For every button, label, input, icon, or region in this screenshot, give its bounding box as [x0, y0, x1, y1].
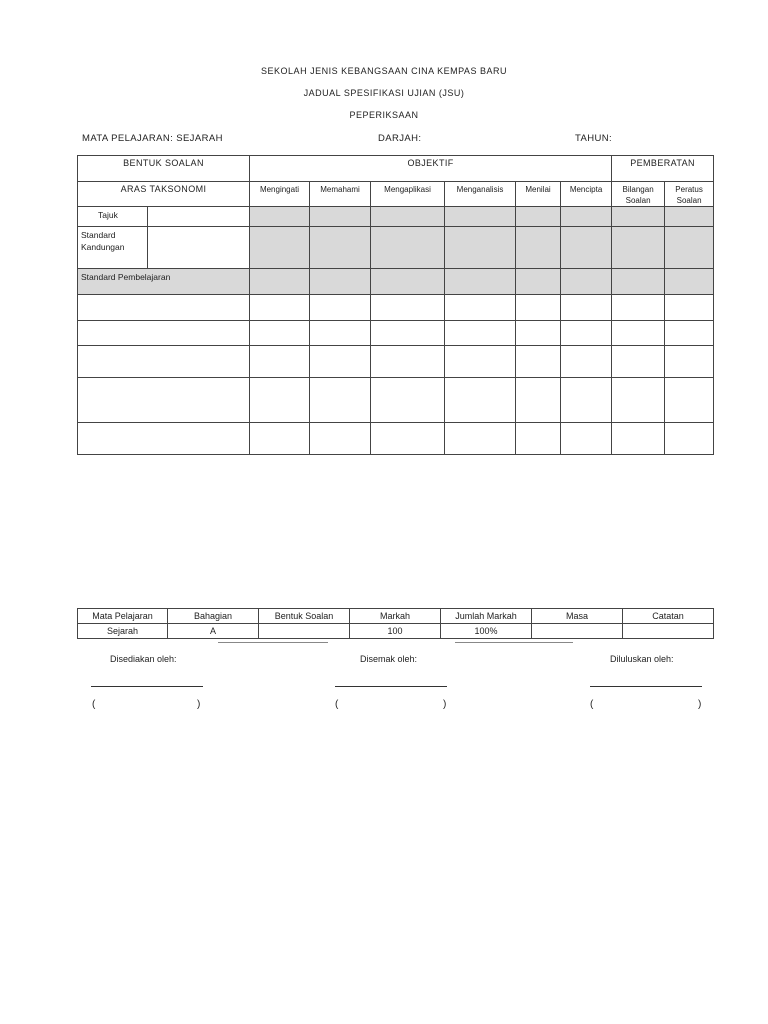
tajuk-label: Tajuk [78, 207, 148, 227]
summary-header-catatan: Catatan [623, 609, 714, 624]
summary-jumlah-markah: 100% [441, 624, 532, 639]
underline [218, 642, 328, 643]
summary-bahagian: A [168, 624, 259, 639]
level-menilai: Menilai [516, 182, 561, 207]
table-row [78, 423, 714, 455]
checked-by-label: Disemak oleh: [360, 654, 418, 664]
document-title: JADUAL SPESIFIKASI UJIAN (JSU) [303, 88, 465, 98]
table-row [78, 321, 714, 346]
peratus-soalan-header: Peratus Soalan [665, 182, 714, 207]
level-mengingati: Mengingati [250, 182, 310, 207]
summary-catatan [623, 624, 714, 639]
summary-masa [532, 624, 623, 639]
level-mencipta: Mencipta [561, 182, 612, 207]
year-label: TAHUN: [575, 133, 613, 144]
bentuk-soalan-header: BENTUK SOALAN [78, 156, 250, 182]
checked-close-paren: ) [443, 699, 447, 710]
grade-label: DARJAH: [378, 133, 422, 144]
aras-taksonomi-header: ARAS TAKSONOMI [78, 182, 250, 207]
pemberatan-header: PEMBERATAN [612, 156, 714, 182]
summary-header-bentuk-soalan: Bentuk Soalan [259, 609, 350, 624]
standard-pembelajaran-label: Standard Pembelajaran [78, 269, 250, 295]
summary-header-markah: Markah [350, 609, 441, 624]
level-memahami: Memahami [310, 182, 371, 207]
subject-label: MATA PELAJARAN: SEJARAH [82, 133, 223, 144]
prepared-close-paren: ) [197, 699, 201, 710]
summary-table [77, 608, 714, 639]
summary-header-mata-pelajaran: Mata Pelajaran [78, 609, 168, 624]
level-menganalisis: Menganalisis [445, 182, 516, 207]
checked-open-paren: ( [335, 699, 339, 710]
underline [455, 642, 573, 643]
approved-signature-line [590, 678, 702, 687]
summary-header-bahagian: Bahagian [168, 609, 259, 624]
bilangan-soalan-header: Bilangan Soalan [612, 182, 665, 207]
summary-header-jumlah-markah: Jumlah Markah [441, 609, 532, 624]
table-row [78, 346, 714, 378]
tajuk-value [148, 207, 250, 227]
prepared-by-label: Disediakan oleh: [110, 654, 177, 664]
summary-mata-pelajaran: Sejarah [78, 624, 168, 639]
standard-kandungan-value [148, 227, 250, 269]
exam-label: PEPERIKSAAN [349, 110, 419, 120]
table-row [78, 624, 714, 639]
objektif-header: OBJEKTIF [250, 156, 612, 182]
prepared-signature-line [91, 678, 203, 687]
table-row [78, 378, 714, 423]
school-name: SEKOLAH JENIS KEBANGSAAN CINA KEMPAS BARU [261, 66, 507, 76]
jsu-table [77, 155, 714, 455]
approved-open-paren: ( [590, 699, 594, 710]
level-mengaplikasi: Mengaplikasi [371, 182, 445, 207]
summary-bentuk-soalan [259, 624, 350, 639]
table-row [78, 295, 714, 321]
prepared-open-paren: ( [92, 699, 96, 710]
approved-close-paren: ) [698, 699, 702, 710]
checked-signature-line [335, 678, 447, 687]
summary-header-masa: Masa [532, 609, 623, 624]
summary-markah: 100 [350, 624, 441, 639]
approved-by-label: Diluluskan oleh: [610, 654, 674, 664]
standard-kandungan-label: Standard Kandungan [78, 227, 148, 269]
